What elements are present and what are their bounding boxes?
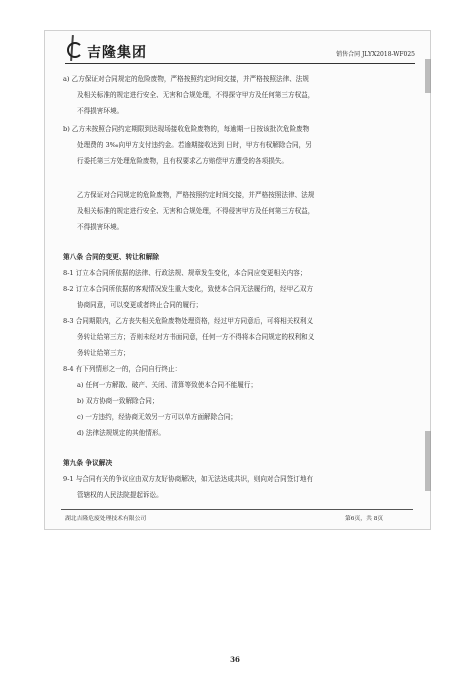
- clause-8-1: 8-1 订立本合同所依据的法律、行政法规、规章发生变化，本合同应变更相关内容；: [63, 269, 307, 277]
- article-8-heading: 第八条 合同的变更、转让和解除: [63, 253, 159, 261]
- clause-8-4-a: a) 任何一方解散、破产、关闭、清算等致使本合同不能履行；: [77, 381, 258, 389]
- clause-b-line-2: 处理费的 3‰向甲方支付违约金。若逾期接收达到 日时，甲方有权解除合同，另: [77, 141, 312, 149]
- clause-8-4-b: b) 双方协商一致解除合同；: [77, 397, 159, 405]
- clause-a-line-2: 及相关标准的规定进行安全、无害和合规处理，不得探守甲方及任何第三方权益，: [77, 91, 315, 99]
- clause-a-line-3: 不得损害环境。: [77, 107, 124, 115]
- clause-b-line-3: 行委托第三方处理危险废物，且有权要求乙方赔偿甲方遭受的各项损失。: [77, 157, 288, 165]
- document-page: [44, 30, 431, 530]
- footer-company: 湖北吉隆危废处理技术有限公司: [65, 516, 147, 522]
- clause-8-3-line-2: 务转让给第三方；否则未经对方书面同意，任何一方不得将本合同规定的权利和义: [77, 333, 315, 341]
- clause-9-1-line-2: 管辖权的人民法院提起诉讼。: [77, 491, 163, 499]
- guarantee-line-2: 及相关标准的规定进行安全、无害和合规处理，不得侵害甲方及任何第三方权益，: [77, 207, 315, 215]
- article-9-heading: 第九条 争议解决: [63, 459, 113, 467]
- clause-8-4-d: d) 法律法规规定的其他情形。: [77, 429, 166, 437]
- clause-9-1-line-1: 9-1 与合同有关的争议应由双方友好协商解决，如无法达成共识，则向对合同签订地有: [63, 475, 314, 483]
- seam-stamp-mark: [425, 59, 431, 93]
- guarantee-line-3: 不得损害环境。: [77, 223, 124, 231]
- seam-stamp-mark: [425, 431, 431, 491]
- clause-8-4: 8-4 有下列情形之一的，合同自行终止：: [63, 365, 182, 373]
- company-logo-icon: [67, 42, 83, 58]
- scan-page-number: 36: [230, 655, 240, 664]
- clause-8-3-line-1: 8-3 合同期限内，乙方丧失相关危险废物处理资格，经过甲方同意后，可将相关权利义: [63, 317, 314, 325]
- clause-8-2-line-1: 8-2 订立本合同所依据的客观情况发生重大变化，致使本合同无法履行的，经甲乙双方: [63, 285, 314, 293]
- page-header: [65, 41, 415, 64]
- company-name: 吉隆集团: [87, 45, 147, 61]
- clause-8-3-line-3: 务转让给第三方；: [77, 349, 130, 357]
- clause-a-line-1: a) 乙方保证对合同规定的危险废物，严格按照约定时间交接，并严格按照法律、法规: [63, 75, 309, 83]
- guarantee-line-1: 乙方保证对合同规定的危险废物，严格按照约定时间交接，并严格按照法律、法规: [77, 191, 315, 199]
- clause-8-4-c: c) 一方违约，经协商无效另一方可以单方面解除合同；: [77, 413, 238, 421]
- footer-page-label: 第6页，共 8页: [345, 516, 384, 522]
- clause-b-line-1: b) 乙方未按照合同约定期限到达现场接收危险废物的，每逾期一日按该批次危险废物: [63, 125, 310, 133]
- contract-number: 销售合同 JLYX2018-WF025: [336, 51, 415, 58]
- footer-divider: [61, 509, 413, 510]
- clause-8-2-line-2: 协商同意，可以变更或者终止合同的履行；: [77, 301, 203, 309]
